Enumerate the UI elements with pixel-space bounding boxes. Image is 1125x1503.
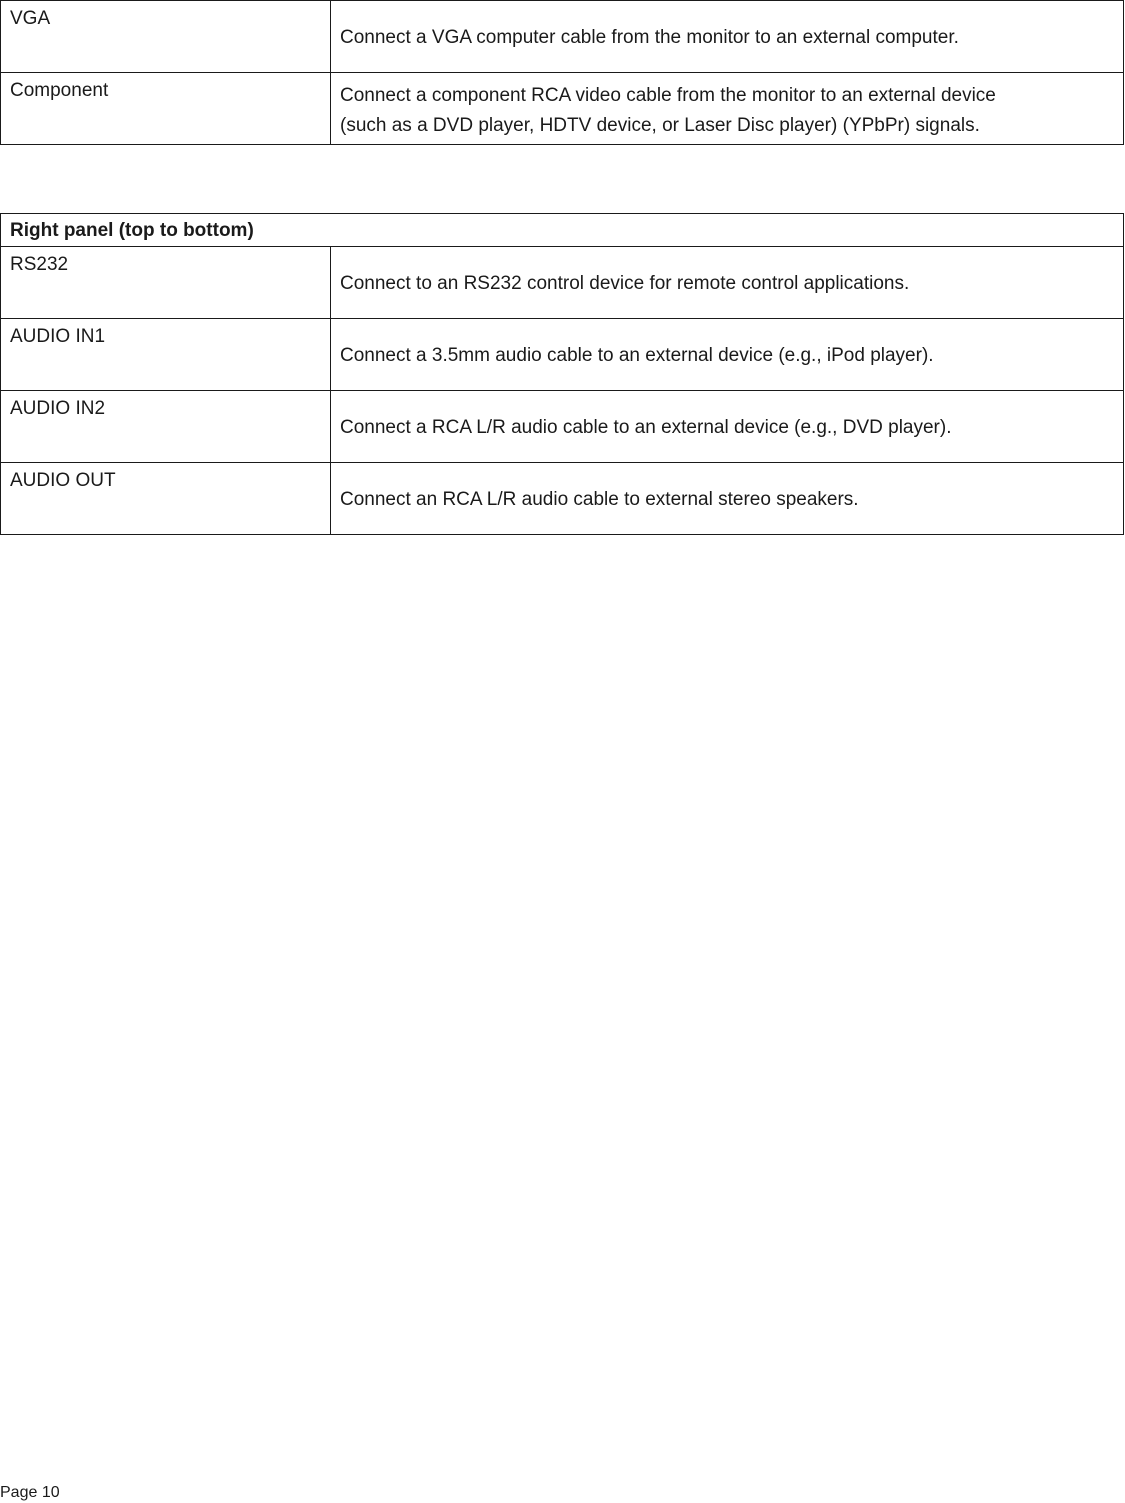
- connector-table-continued: [0, 0, 1124, 145]
- description-line: Connect a component RCA video cable from the monitor to an external device: [340, 85, 996, 106]
- table-row: [1, 463, 1124, 535]
- description-text: [331, 73, 1123, 141]
- page-number: Page 10: [0, 1484, 60, 1501]
- connector-label-audio-out: AUDIO OUT: [1, 463, 331, 535]
- connector-label-rs232: RS232: [1, 247, 331, 319]
- connector-description: [331, 463, 1124, 535]
- connector-description: [331, 73, 1124, 145]
- table-header-row: [1, 214, 1124, 247]
- table-row: [1, 1, 1124, 73]
- table-row: [1, 319, 1124, 391]
- table-header: Right panel (top to bottom): [1, 214, 1124, 247]
- connector-description: [331, 1, 1124, 73]
- description-text: Connect an RCA L/R audio cable to external stereo speakers.: [340, 489, 859, 510]
- connector-description: [331, 319, 1124, 391]
- right-panel-table: [0, 213, 1124, 535]
- connector-description: [331, 247, 1124, 319]
- description-text: Connect a VGA computer cable from the monitor to an external computer.: [340, 27, 959, 48]
- connector-label-vga: VGA: [1, 1, 331, 73]
- table-row: [1, 391, 1124, 463]
- connector-description: [331, 391, 1124, 463]
- connector-label-audio-in1: AUDIO IN1: [1, 319, 331, 391]
- description-text: Connect to an RS232 control device for remote control applications.: [340, 273, 910, 294]
- connector-label-audio-in2: AUDIO IN2: [1, 391, 331, 463]
- description-text: Connect a RCA L/R audio cable to an external device (e.g., DVD player).: [340, 417, 952, 438]
- table-row: [1, 73, 1124, 145]
- description-text: Connect a 3.5mm audio cable to an external device (e.g., iPod player).: [340, 345, 934, 366]
- connector-label-component: Component: [1, 73, 331, 145]
- table-row: [1, 247, 1124, 319]
- description-line: (such as a DVD player, HDTV device, or Laser Disc player) (YPbPr) signals.: [340, 115, 980, 136]
